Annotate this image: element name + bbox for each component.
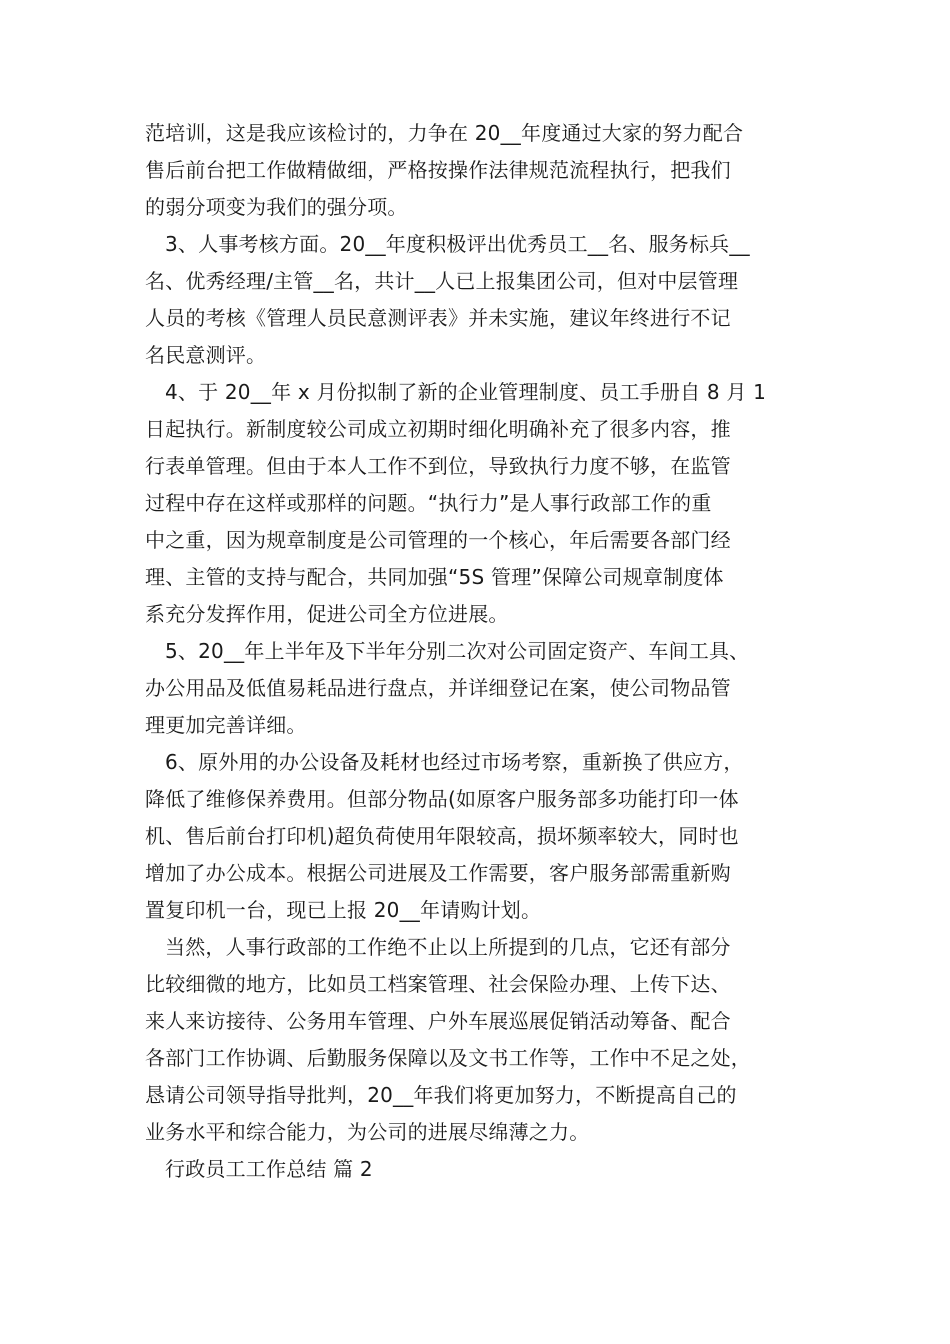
text-line: 行表单管理。但由于本人工作不到位，导致执行力度不够，在监管 (145, 454, 731, 478)
text-line: 机、售后前台打印机)超负荷使用年限较高，损坏频率较大，同时也 (145, 824, 739, 848)
text-line: 4、于 20__年 x 月份拟制了新的企业管理制度、员工手册自 8 月 1 (165, 380, 767, 404)
text-line: 范培训，这是我应该检讨的，力争在 20__年度通过大家的努力配合 (145, 121, 744, 145)
text-line: 过程中存在这样或那样的问题。“执行力”是人事行政部工作的重 (145, 491, 712, 515)
text-line: 理、主管的支持与配合，共同加强“5S 管理”保障公司规章制度体 (145, 565, 724, 589)
text-line: 中之重，因为规章制度是公司管理的一个核心，年后需要各部门经 (145, 528, 731, 552)
text-line: 5、20__年上半年及下半年分别二次对公司固定资产、车间工具、 (165, 639, 750, 663)
text-line: 售后前台把工作做精做细，严格按操作法律规范流程执行，把我们 (145, 158, 731, 182)
text-line: 增加了办公成本。根据公司进展及工作需要，客户服务部需重新购 (145, 861, 731, 885)
text-line: 名民意测评。 (145, 343, 267, 367)
text-line: 理更加完善详细。 (145, 713, 307, 737)
text-line: 各部门工作协调、后勤服务保障以及文书工作等，工作中不足之处， (145, 1046, 751, 1070)
text-line: 业务水平和综合能力，为公司的进展尽绵薄之力。 (145, 1120, 590, 1144)
text-line: 恳请公司领导指导批判，20__年我们将更加努力，不断提高自己的 (145, 1083, 737, 1107)
text-line: 置复印机一台，现已上报 20__年请购计划。 (145, 898, 542, 922)
text-line: 名、优秀经理/主管__名，共计__人已上报集团公司，但对中层管理 (145, 269, 739, 293)
document-body (145, 115, 825, 1188)
text-line: 的弱分项变为我们的强分项。 (145, 195, 408, 219)
text-line: 6、原外用的办公设备及耗材也经过市场考察，重新换了供应方， (165, 750, 744, 774)
text-line: 办公用品及低值易耗品进行盘点，并详细登记在案，使公司物品管 (145, 676, 731, 700)
text-line: 系充分发挥作用，促进公司全方位进展。 (145, 602, 509, 626)
text-line: 比较细微的地方，比如员工档案管理、社会保险办理、上传下达、 (145, 972, 731, 996)
text-line: 当然，人事行政部的工作绝不止以上所提到的几点，它还有部分 (165, 935, 731, 959)
text-line: 日起执行。新制度较公司成立初期时细化明确补充了很多内容，推 (145, 417, 731, 441)
text-line: 降低了维修保养费用。但部分物品(如原客户服务部多功能打印一体 (145, 787, 739, 811)
text-line: 行政员工工作总结 篇 2 (165, 1157, 373, 1181)
text-line: 3、人事考核方面。20__年度积极评出优秀员工__名、服务标兵__ (165, 232, 750, 256)
text-line: 人员的考核《管理人员民意测评表》并未实施，建议年终进行不记 (145, 306, 731, 330)
text-line: 来人来访接待、公务用车管理、户外车展巡展促销活动筹备、配合 (145, 1009, 731, 1033)
